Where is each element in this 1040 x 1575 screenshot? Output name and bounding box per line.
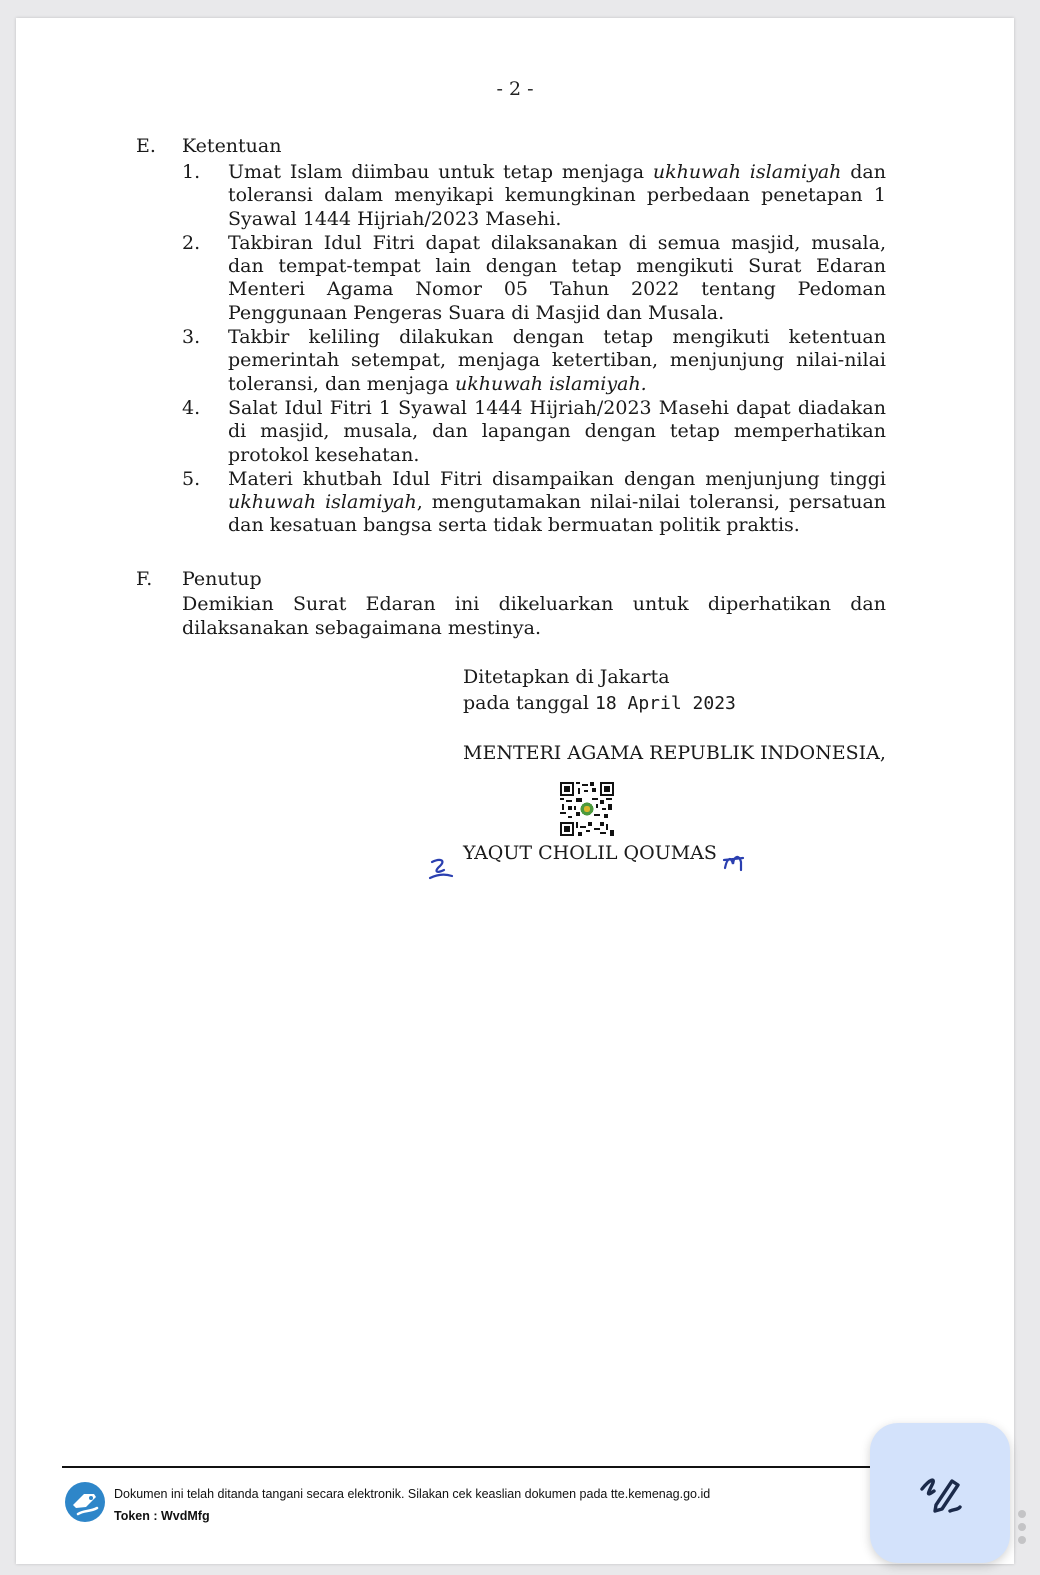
list-item — [182, 468, 886, 538]
list-item — [182, 397, 886, 467]
section-e-letter: E. — [136, 135, 156, 157]
item-text — [228, 397, 886, 467]
list-item — [182, 161, 886, 231]
annotate-button[interactable] — [870, 1423, 1010, 1563]
document-page — [16, 18, 1014, 1564]
item-text-part: , mengutamakan nilai-nilai toleransi, persatuan dan kesatuan bangsa serta tidak bermuatan politik praktis. — [228, 491, 887, 537]
more-options-dots[interactable] — [1018, 1510, 1028, 1549]
dot-icon — [1018, 1536, 1026, 1544]
item-text — [228, 326, 886, 396]
footer-token: Token : WvdMfg — [114, 1509, 210, 1523]
signature-date-value: 18 April 2023 — [595, 693, 736, 714]
signatory-name: YAQUT CHOLIL QOUMAS — [463, 842, 717, 864]
item-number: 3. — [182, 326, 201, 349]
signature-date — [463, 692, 736, 714]
section-e-title: Ketentuan — [182, 135, 282, 157]
item-number: 1. — [182, 161, 201, 183]
item-number: 2. — [182, 231, 201, 254]
item-text-part: Takbir keliling dilakukan dengan tetap mengikuti ketentuan pemerintah setempat, menjaga ketertiban, menjunjung nilai-nilai toleransi, dan menjaga — [228, 326, 886, 395]
footer-notice-block — [114, 1483, 710, 1527]
item-text-part: Takbiran Idul Fitri dapat dilaksanakan di semua masjid, musala, dan tempat-tempat lain dengan tetap mengikuti Surat Edaran Menteri Agama Nomor 05 Tahun 2022 tentang Pedoman Penggunaan Pengeras Suara di Masjid dan Musala. — [228, 231, 886, 324]
dot-icon — [1018, 1510, 1026, 1518]
ketentuan-list — [182, 161, 886, 539]
footer-notice: Dokumen ini telah ditanda tangani secara elektronik. Silakan cek keaslian dokumen pada tte.kemenag.go.id — [114, 1487, 711, 1501]
section-f-heading — [136, 568, 262, 590]
signature-office: MENTERI AGAMA REPUBLIK INDONESIA, — [463, 742, 886, 764]
signature-place: Ditetapkan di Jakarta — [463, 666, 670, 688]
item-text-part: Salat Idul Fitri 1 Syawal 1444 Hijriah/2023 Masehi dapat diadakan di masjid, musala, dan lapangan dengan tetap memperhatikan protokol kesehatan. — [228, 396, 886, 466]
list-item — [182, 326, 886, 396]
section-f-title: Penutup — [182, 568, 262, 590]
pen-annotate-icon — [914, 1467, 966, 1519]
initial-mark-right — [721, 850, 747, 874]
item-number: 4. — [182, 396, 201, 419]
footer-divider — [62, 1466, 904, 1468]
initial-mark-left — [426, 856, 460, 884]
list-item — [182, 232, 886, 325]
item-text — [228, 468, 886, 538]
item-text-italic: ukhuwah islamiyah. — [454, 372, 647, 395]
page-number: - 2 - — [496, 78, 534, 100]
item-text-part: dan toleransi dalam menyikapi kemungkinan perbedaan penetapan 1 Syawal 1444 Hijriah/2023 Masehi. — [228, 161, 886, 230]
item-text-part: Umat Islam diimbau untuk tetap menjaga — [228, 161, 653, 183]
item-text — [228, 161, 886, 231]
signature-date-label: pada tanggal — [463, 692, 589, 714]
item-text — [228, 232, 886, 325]
section-e-heading — [136, 135, 281, 157]
item-number: 5. — [182, 467, 201, 490]
qr-code-image — [560, 782, 614, 836]
e-signature-logo-icon — [64, 1481, 106, 1523]
item-text-italic: ukhuwah islamiyah — [652, 161, 842, 183]
item-text-part: Materi khutbah Idul Fitri disampaikan dengan menjunjung tinggi — [228, 467, 886, 490]
closing-paragraph: Demikian Surat Edaran ini dikeluarkan untuk diperhatikan dan dilaksanakan sebagaimana mestinya. — [182, 593, 886, 639]
section-f-letter: F. — [136, 568, 153, 590]
dot-icon — [1018, 1523, 1026, 1531]
item-text-italic: ukhuwah islamiyah — [228, 491, 417, 514]
